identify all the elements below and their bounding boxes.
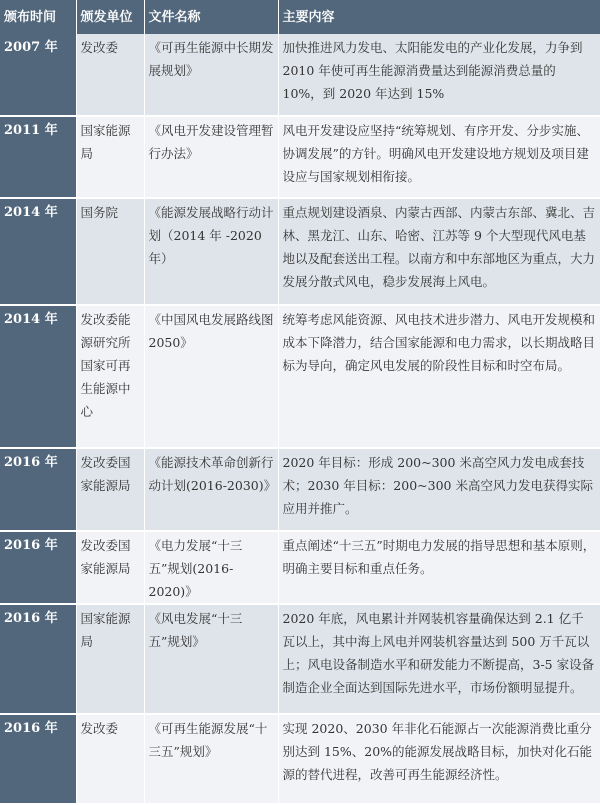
row-year: 2016 年 <box>0 448 76 531</box>
row-document: 《电力发展“十三五”规划(2016-2020)》 <box>144 531 278 604</box>
row-content: 实现 2020、2030 年非化石能源占一次能源消费比重分别达到 15%、20%的能源发展战略目标，加快对化石能源的替代进程，改善可再生能源经济性。 <box>278 714 600 804</box>
row-document: 《可再生能源发展“十三五”规划》 <box>144 714 278 804</box>
row-document: 《风电发展“十三五”规划》 <box>144 604 278 714</box>
row-issuer: 发改委 <box>76 714 144 804</box>
table-row <box>0 116 600 198</box>
table-row <box>0 531 600 604</box>
row-issuer: 发改委国家能源局 <box>76 448 144 531</box>
table-row <box>0 34 600 116</box>
header-document: 文件名称 <box>144 0 278 34</box>
row-year: 2014 年 <box>0 305 76 448</box>
row-content: 2020 年目标：形成 200~300 米高空风力发电成套技术；2030 年目标：200~300 米高空风力发电获得实际应用并推广。 <box>278 448 600 531</box>
row-content: 统筹考虑风能资源、风电技术进步潜力、风电开发规模和成本下降潜力，结合国家能源和电力需求，以长期战略目标为导向，确定风电发展的阶段性目标和时空布局。 <box>278 305 600 448</box>
row-document: 《风电开发建设管理暂行办法》 <box>144 116 278 198</box>
row-year: 2011 年 <box>0 116 76 198</box>
row-document: 《能源技术革命创新行动计划(2016-2030)》 <box>144 448 278 531</box>
row-year: 2016 年 <box>0 714 76 804</box>
header-year: 颁布时间 <box>0 0 76 34</box>
table-row <box>0 448 600 531</box>
row-issuer: 发改委能源研究所国家可再生能源中心 <box>76 305 144 448</box>
row-year: 2014 年 <box>0 198 76 305</box>
row-issuer: 国家能源局 <box>76 604 144 714</box>
header-content: 主要内容 <box>278 0 600 34</box>
row-issuer: 发改委国家能源局 <box>76 531 144 604</box>
table-row <box>0 198 600 305</box>
header-row <box>0 0 600 34</box>
row-document: 《中国风电发展路线图 2050》 <box>144 305 278 448</box>
row-content: 2020 年底，风电累计并网装机容量确保达到 2.1 亿千瓦以上，其中海上风电并网装机容量达到 500 万千瓦以上；风电设备制造水平和研发能力不断提高，3-5 家设备制造企业全面达到国际先进水平，市场份额明显提升。 <box>278 604 600 714</box>
row-content: 重点规划建设酒泉、内蒙古西部、内蒙古东部、冀北、吉林、黑龙江、山东、哈密、江苏等 9 个大型现代风电基地以及配套送出工程。以南方和中东部地区为重点，大力发展分散式风电，稳步发展海上风电。 <box>278 198 600 305</box>
row-issuer: 发改委 <box>76 34 144 116</box>
header-issuer: 颁发单位 <box>76 0 144 34</box>
table-row <box>0 714 600 804</box>
row-year: 2016 年 <box>0 604 76 714</box>
table-row <box>0 305 600 448</box>
table-row <box>0 604 600 714</box>
row-content: 加快推进风力发电、太阳能发电的产业化发展，力争到2010 年使可再生能源消费量达到能源消费总量的 10%，到 2020 年达到 15% <box>278 34 600 116</box>
row-content: 风电开发建设应坚持“统筹规划、有序开发、分步实施、协调发展”的方针。明确风电开发建设地方规划及项目建设应与国家规划相衔接。 <box>278 116 600 198</box>
row-year: 2016 年 <box>0 531 76 604</box>
row-year: 2007 年 <box>0 34 76 116</box>
row-issuer: 国家能源局 <box>76 116 144 198</box>
row-content: 重点阐述“十三五”时期电力发展的指导思想和基本原则，明确主要目标和重点任务。 <box>278 531 600 604</box>
row-issuer: 国务院 <box>76 198 144 305</box>
row-document: 《可再生能源中长期发展规划》 <box>144 34 278 116</box>
row-document: 《能源发展战略行动计划（2014 年 -2020 年） <box>144 198 278 305</box>
